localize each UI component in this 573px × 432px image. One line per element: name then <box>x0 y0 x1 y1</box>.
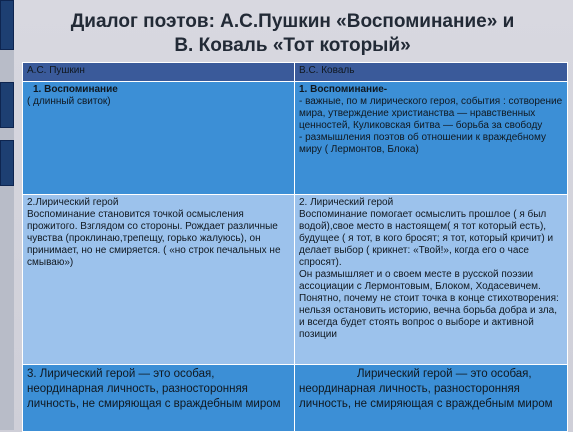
title-line-1: Диалог поэтов: А.С.Пушкин «Воспоминание» и <box>70 11 515 32</box>
cell-koval-3: Лирический герой — это особая, неординарная личность, разносторонняя личность, не смиряющая с враждебным миром <box>295 365 568 432</box>
table-row <box>23 195 568 365</box>
cell-title: 1. Воспоминание <box>33 84 118 95</box>
cell-koval-2: 2. Лирический герой Воспоминание помогает осмыслить прошлое ( я был водой),свое место в настоящем( я тот который есть), будущее ( я тот, в кого бросят; я тот, который кричит) и делает выбор ( крикнет: «Твой!», когда его о часе спросят). Он размышляет и о своем месте в русской поэзии ассоциации с Лермонтовым, Блоком, Ходасевичем. Понятно, почему не стоит точка в конце стихотворения: нельзя остановить историю, вечна борьба добра и зла, и всегда будет стоять вопрос о выборе и активной позиции <box>295 195 568 365</box>
slide-tab-1 <box>0 0 14 50</box>
comparison-table <box>22 62 568 432</box>
slide-title <box>20 10 565 58</box>
table-row <box>23 365 568 432</box>
cell-pushkin-2: 2.Лирический герой Воспоминание становится точкой осмысления прожитого. Взглядом со стороны. Рождает различные чувства (проклинаю,трепещу, горько жалуюсь), он принимает, но не смиряется. ( «но строк печальных не смываю») <box>23 195 295 365</box>
title-line-2: В. Коваль «Тот который» <box>174 35 411 56</box>
cell-text: ( длинный свиток) <box>27 96 111 107</box>
left-decor-strip <box>0 0 14 430</box>
table-header-row <box>23 63 568 82</box>
slide-tab-3 <box>0 140 14 186</box>
slide-tab-2 <box>0 82 14 128</box>
cell-title: 1. Воспоминание- <box>299 84 388 95</box>
cell-pushkin-3: 3. Лирический герой — это особая, неординарная личность, разносторонняя личность, не смиряющая с враждебным миром <box>23 365 295 432</box>
cell-text: - важные, по м лирического героя, события : сотворение мира, утверждение христианства — нравственных ценностей, Куликовская битва — борьба за свободу - размышления поэтов об отношении к враждебному миру ( Лермонтов, Блока) <box>299 96 563 155</box>
table-row <box>23 82 568 195</box>
header-pushkin: А.С. Пушкин <box>23 63 295 82</box>
cell-pushkin-1 <box>23 82 295 195</box>
header-koval: В.С. Коваль <box>295 63 568 82</box>
cell-koval-1 <box>295 82 568 195</box>
